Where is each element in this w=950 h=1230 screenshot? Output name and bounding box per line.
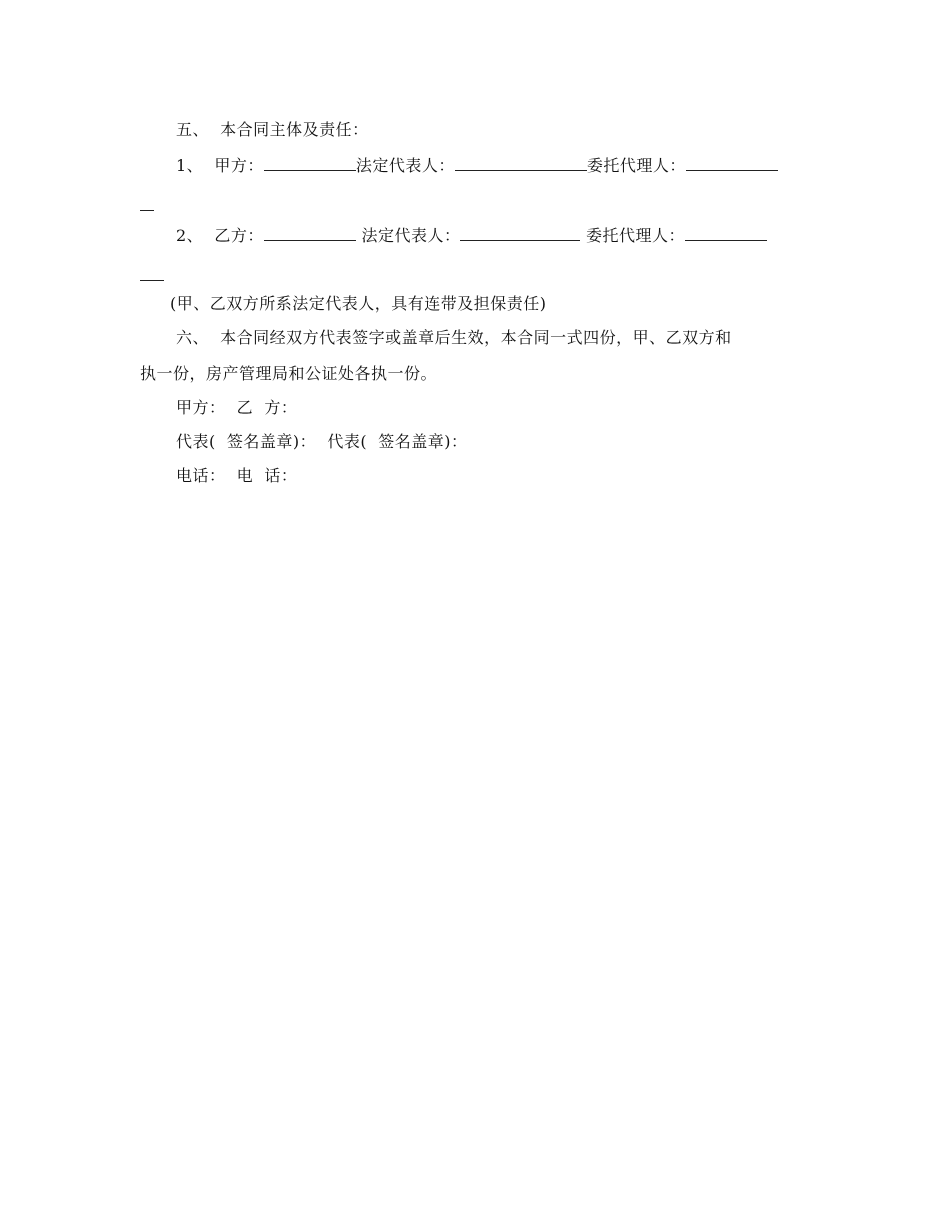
party-a-line [176,156,778,176]
party-a-overflow-line [140,196,154,216]
party-b-legal-rep-label: 法定代表人： [355,226,461,245]
party-b-label: 2、 乙方： [176,226,264,245]
signature-parties: 甲方： 乙 方： [176,398,298,417]
party-a-label: 1、 甲方： [176,156,264,175]
section-six-line-1: 六、 本合同经双方代表签字或盖章后生效，本合同一式四份，甲、乙双方和 [176,328,732,347]
section-six-line-2: 执一份，房产管理局和公证处各执一份。 [140,364,438,383]
party-b-overflow-line [140,266,164,286]
party-b-agent-label: 委托代理人： [580,226,686,245]
party-a-name-blank [264,156,356,171]
party-b-agent-blank [685,226,767,241]
section-five-heading: 五、 本合同主体及责任： [176,120,369,139]
party-a-agent-label: 委托代理人： [586,156,686,175]
party-a-agent-blank-continued [140,196,154,211]
party-a-legal-rep-blank [455,156,587,171]
party-a-legal-rep-label: 法定代表人： [355,156,455,175]
signature-representative: 代表( 签名盖章)： 代表( 签名盖章)： [176,432,468,451]
party-a-agent-blank [686,156,778,171]
party-b-agent-blank-continued [140,266,164,281]
party-b-line [176,226,767,246]
signature-phone: 电话： 电 话： [176,466,298,485]
party-b-name-blank [264,226,356,241]
party-b-legal-rep-blank [460,226,580,241]
liability-note: (甲、乙双方所系法定代表人，具有连带及担保责任) [170,294,547,313]
